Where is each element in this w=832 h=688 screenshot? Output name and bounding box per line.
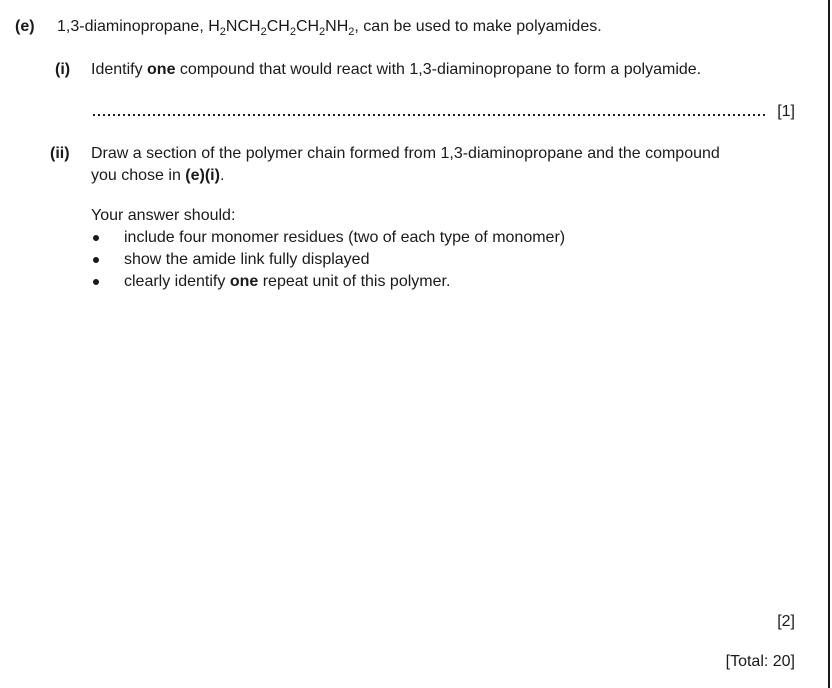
part-i-label: (i)	[55, 61, 71, 78]
part-i-text-pre: Identify	[91, 61, 148, 78]
part-i-text-bold: one	[147, 61, 176, 78]
formula-subscript: 2	[260, 26, 267, 38]
total-marks: [Total: 20]	[725, 653, 795, 670]
instructions-header: Your answer should:	[91, 207, 236, 224]
bullet-item	[91, 249, 803, 271]
bullet-text-pre: clearly identify	[124, 273, 230, 290]
formula-subscript: 2	[219, 26, 226, 38]
bullet-text	[124, 271, 450, 293]
formula-subscript: 2	[289, 26, 296, 38]
bullet-icon	[93, 279, 99, 285]
part-ii-marks: [2]	[777, 613, 795, 630]
formula-segment: CH	[295, 18, 320, 35]
bullet-item	[91, 227, 803, 249]
part-ii-label: (ii)	[50, 145, 70, 162]
page-edge-line	[828, 0, 830, 688]
part-ii-line2-post: .	[219, 167, 225, 184]
bullet-text-post: repeat unit of this polymer.	[258, 273, 451, 290]
bullet-text-pre: include four monomer residues (two of each type of monomer)	[124, 229, 566, 246]
part-ii-line2	[91, 165, 803, 187]
part-ii-line1: Draw a section of the polymer chain formed from 1,3-diaminopropane and the compound	[91, 145, 720, 162]
answer-instructions	[91, 205, 803, 293]
part-i-text-post: compound that would react with 1,3-diaminopropane to form a polyamide.	[175, 61, 702, 78]
bullet-item	[91, 271, 803, 293]
part-ii-line2-bold: (e)(i)	[185, 167, 220, 184]
part-i-question	[91, 59, 701, 81]
question-e-intro	[57, 16, 602, 38]
bullet-icon	[93, 235, 99, 241]
formula-subscript: 2	[319, 26, 326, 38]
intro-text-post: , can be used to make polyamides.	[354, 18, 602, 35]
formula-segment: NH	[325, 18, 349, 35]
bullet-icon	[93, 257, 99, 263]
question-e-label: (e)	[15, 18, 35, 35]
formula-segment: CH	[266, 18, 290, 35]
bullet-text	[124, 249, 369, 271]
formula-segment: NCH	[225, 18, 261, 35]
formula-segment: H	[208, 18, 220, 35]
part-ii-question	[91, 143, 803, 187]
part-i-marks: [1]	[777, 103, 795, 120]
bullet-text-pre: show the amide link fully displayed	[124, 251, 370, 268]
part-ii-line2-pre: you chose in	[91, 167, 186, 184]
formula-subscript: 2	[348, 26, 355, 38]
answer-dotted-line	[93, 114, 765, 116]
bullet-text	[124, 227, 565, 249]
intro-text-pre: 1,3-diaminopropane,	[57, 18, 209, 35]
chemical-formula	[208, 18, 355, 38]
bullet-text-bold: one	[229, 273, 259, 290]
